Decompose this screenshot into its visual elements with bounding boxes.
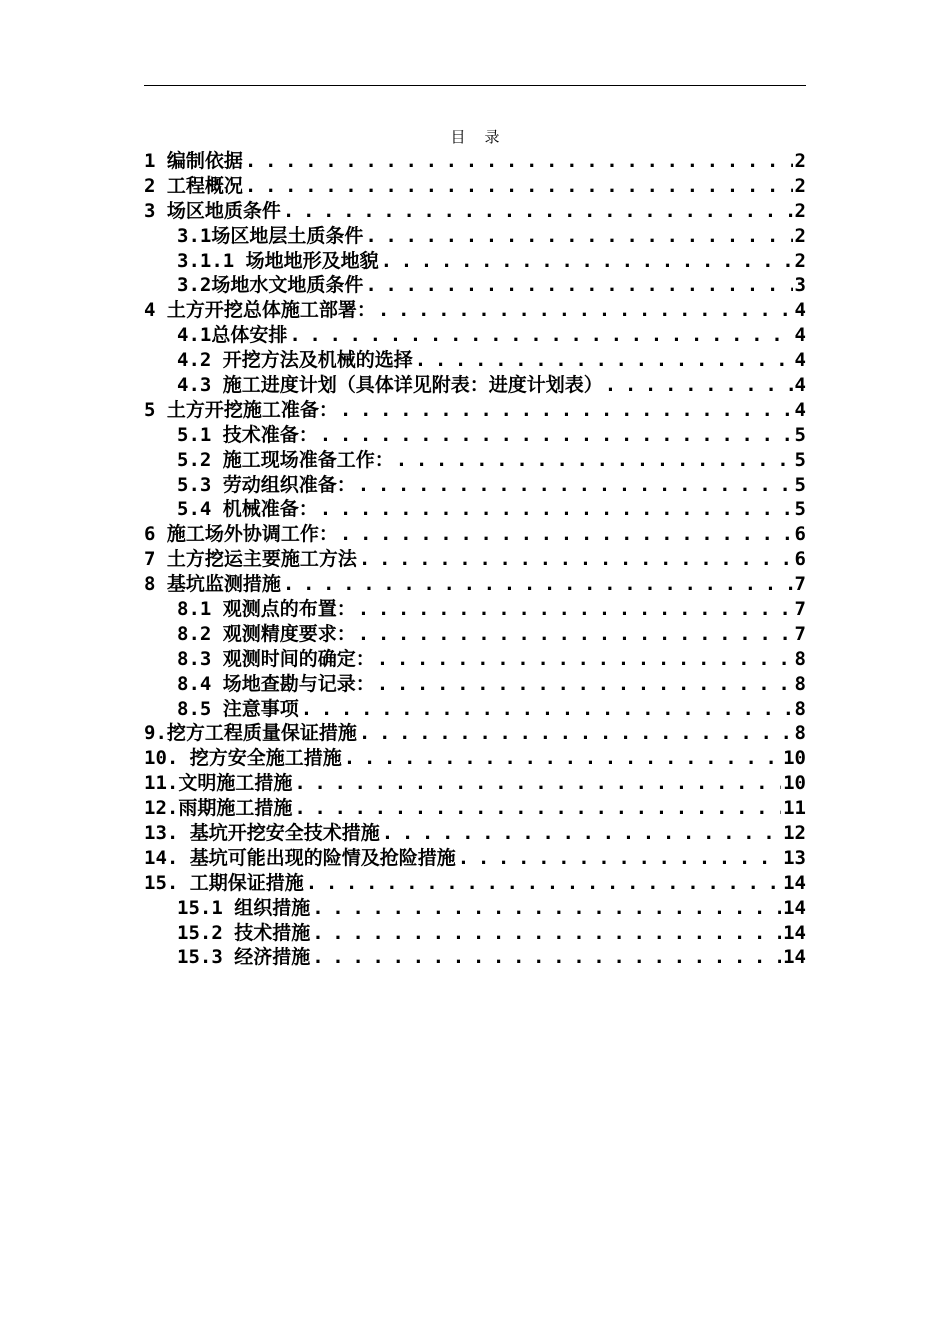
toc-entry[interactable]: [144, 149, 806, 174]
toc-entry[interactable]: [144, 547, 806, 572]
toc-entry-label: 6 施工场外协调工作：: [144, 523, 338, 546]
toc-entry-page-number: 2: [794, 199, 806, 222]
toc-entry-label: 8.5 注意事项: [177, 697, 299, 720]
toc-dot-leader: [344, 746, 781, 771]
toc-entry[interactable]: [144, 771, 806, 796]
toc-dot-leader: [312, 896, 781, 921]
toc-dot-leader: [340, 398, 793, 423]
toc-entry-page-number: 11: [783, 797, 806, 820]
toc-entry[interactable]: [144, 697, 806, 722]
toc-entry-page-number: 8: [794, 647, 806, 670]
toc-entry-label: 3.1.1 场地地形及地貌: [177, 249, 379, 272]
toc-entry-label: 9.挖方工程质量保证措施: [144, 722, 357, 745]
toc-entry-page-number: 7: [794, 622, 806, 645]
toc-entry-label: 14. 基坑可能出现的险情及抢险措施: [144, 846, 456, 869]
toc-entry-page-number: 8: [794, 672, 806, 695]
toc-entry[interactable]: [144, 672, 806, 697]
toc-dot-leader: [377, 672, 793, 697]
table-of-contents: [144, 149, 806, 970]
toc-entry[interactable]: [144, 896, 806, 921]
toc-entry-page-number: 4: [794, 349, 806, 372]
toc-entry[interactable]: [144, 348, 806, 373]
toc-entry-label: 10. 挖方安全施工措施: [144, 747, 342, 770]
toc-entry-label: 15.3 经济措施: [177, 946, 311, 969]
toc-entry[interactable]: [144, 871, 806, 896]
toc-dot-leader: [294, 771, 781, 796]
toc-dot-leader: [605, 373, 793, 398]
toc-entry[interactable]: [144, 522, 806, 547]
toc-entry[interactable]: [144, 746, 806, 771]
toc-entry-label: 4.3 施工进度计划（具体详见附表：进度计划表）: [177, 374, 603, 396]
toc-entry[interactable]: [144, 622, 806, 647]
toc-dot-leader: [358, 622, 793, 647]
toc-entry-label: 7 土方挖运主要施工方法: [144, 548, 357, 571]
toc-entry[interactable]: [144, 298, 806, 323]
toc-entry-label: 8.1 观测点的布置：: [177, 598, 356, 621]
toc-entry[interactable]: [144, 398, 806, 423]
toc-entry[interactable]: [144, 323, 806, 348]
toc-entry[interactable]: [144, 373, 806, 398]
toc-entry-page-number: 5: [794, 498, 806, 521]
toc-entry-label: 4.1总体安排: [177, 324, 288, 347]
toc-entry-label: 4 土方开挖总体施工部署：: [144, 299, 376, 322]
toc-entry[interactable]: [144, 946, 806, 971]
toc-dot-leader: [359, 547, 793, 572]
toc-entry[interactable]: [144, 249, 806, 274]
toc-entry-page-number: 12: [783, 822, 806, 845]
toc-entry-page-number: 14: [783, 946, 806, 969]
toc-dot-leader: [378, 298, 793, 323]
toc-entry[interactable]: [144, 572, 806, 597]
toc-entry-page-number: 5: [794, 448, 806, 471]
toc-dot-leader: [283, 572, 793, 597]
toc-dot-leader: [396, 448, 793, 473]
toc-dot-leader: [306, 871, 781, 896]
toc-entry-page-number: 10: [783, 747, 806, 770]
toc-entry-page-number: 6: [794, 548, 806, 571]
toc-entry-label: 15.1 组织措施: [177, 896, 311, 919]
toc-dot-leader: [382, 821, 781, 846]
toc-entry[interactable]: [144, 273, 806, 298]
toc-entry[interactable]: [144, 921, 806, 946]
toc-entry-page-number: 7: [794, 598, 806, 621]
toc-entry[interactable]: [144, 846, 806, 871]
toc-entry-page-number: 5: [794, 473, 806, 496]
toc-dot-leader: [458, 846, 781, 871]
toc-entry[interactable]: [144, 796, 806, 821]
toc-dot-leader: [320, 423, 793, 448]
toc-entry-label: 3 场区地质条件: [144, 199, 281, 222]
toc-entry-page-number: 8: [794, 722, 806, 745]
toc-entry-label: 5.3 劳动组织准备：: [177, 473, 356, 496]
toc-dot-leader: [415, 348, 793, 373]
toc-entry[interactable]: [144, 224, 806, 249]
toc-entry-page-number: 8: [794, 697, 806, 720]
toc-entry-page-number: 3: [794, 274, 806, 297]
toc-dot-leader: [301, 697, 793, 722]
toc-entry-label: 3.1场区地层土质条件: [177, 224, 364, 247]
toc-entry[interactable]: [144, 721, 806, 746]
toc-entry[interactable]: [144, 174, 806, 199]
toc-entry-page-number: 2: [794, 149, 806, 172]
toc-entry-label: 5.2 施工现场准备工作：: [177, 448, 394, 471]
toc-entry-page-number: 7: [794, 573, 806, 596]
toc-entry-page-number: 4: [794, 324, 806, 347]
header-rule: [144, 85, 806, 86]
toc-dot-leader: [359, 721, 793, 746]
toc-entry-label: 3.2场地水文地质条件: [177, 274, 364, 297]
toc-entry-page-number: 5: [794, 423, 806, 446]
toc-entry[interactable]: [144, 423, 806, 448]
toc-dot-leader: [245, 149, 793, 174]
toc-entry-page-number: 4: [794, 374, 806, 396]
toc-entry-label: 8.4 场地查勘与记录：: [177, 672, 375, 695]
toc-entry-page-number: 14: [783, 921, 806, 944]
toc-dot-leader: [245, 174, 793, 199]
toc-entry-label: 12.雨期施工措施: [144, 797, 293, 820]
toc-dot-leader: [340, 522, 793, 547]
toc-entry[interactable]: [144, 448, 806, 473]
toc-entry-page-number: 2: [794, 174, 806, 197]
toc-dot-leader: [365, 224, 792, 249]
toc-title: 目 录: [450, 128, 500, 146]
toc-entry-label: 1 编制依据: [144, 149, 243, 172]
toc-dot-leader: [312, 921, 781, 946]
toc-entry-page-number: 4: [794, 398, 806, 421]
toc-entry-label: 5.1 技术准备：: [177, 423, 318, 446]
toc-entry-label: 4.2 开挖方法及机械的选择: [177, 349, 413, 372]
toc-entry-label: 13. 基坑开挖安全技术措施: [144, 822, 380, 845]
toc-entry-label: 15.2 技术措施: [177, 921, 311, 944]
toc-entry[interactable]: [144, 199, 806, 224]
toc-entry-page-number: 14: [783, 896, 806, 919]
toc-entry-label: 8.3 观测时间的确定：: [177, 647, 375, 670]
toc-dot-leader: [381, 249, 793, 274]
toc-entry-page-number: 10: [783, 772, 806, 795]
toc-entry[interactable]: [144, 497, 806, 522]
toc-dot-leader: [294, 796, 781, 821]
toc-entry-page-number: 2: [794, 224, 806, 247]
toc-entry[interactable]: [144, 647, 806, 672]
toc-dot-leader: [358, 597, 793, 622]
toc-entry-label: 5.4 机械准备：: [177, 498, 318, 521]
toc-dot-leader: [320, 497, 793, 522]
toc-entry-page-number: 13: [783, 846, 806, 869]
toc-entry-label: 8.2 观测精度要求：: [177, 622, 356, 645]
toc-entry-page-number: 14: [783, 871, 806, 894]
toc-dot-leader: [312, 945, 781, 970]
toc-dot-leader: [283, 199, 793, 224]
toc-entry[interactable]: [144, 473, 806, 498]
toc-entry-page-number: 6: [794, 523, 806, 546]
toc-entry-label: 8 基坑监测措施: [144, 573, 281, 596]
toc-entry-label: 15. 工期保证措施: [144, 871, 304, 894]
toc-dot-leader: [289, 323, 792, 348]
toc-entry-label: 11.文明施工措施: [144, 772, 293, 795]
toc-entry[interactable]: [144, 597, 806, 622]
toc-dot-leader: [358, 473, 793, 498]
toc-dot-leader: [377, 647, 793, 672]
toc-entry[interactable]: [144, 821, 806, 846]
toc-entry-page-number: 4: [794, 299, 806, 322]
toc-entry-label: 5 土方开挖施工准备：: [144, 398, 338, 421]
toc-dot-leader: [365, 273, 792, 298]
toc-entry-page-number: 2: [794, 249, 806, 272]
toc-entry-label: 2 工程概况: [144, 174, 243, 197]
